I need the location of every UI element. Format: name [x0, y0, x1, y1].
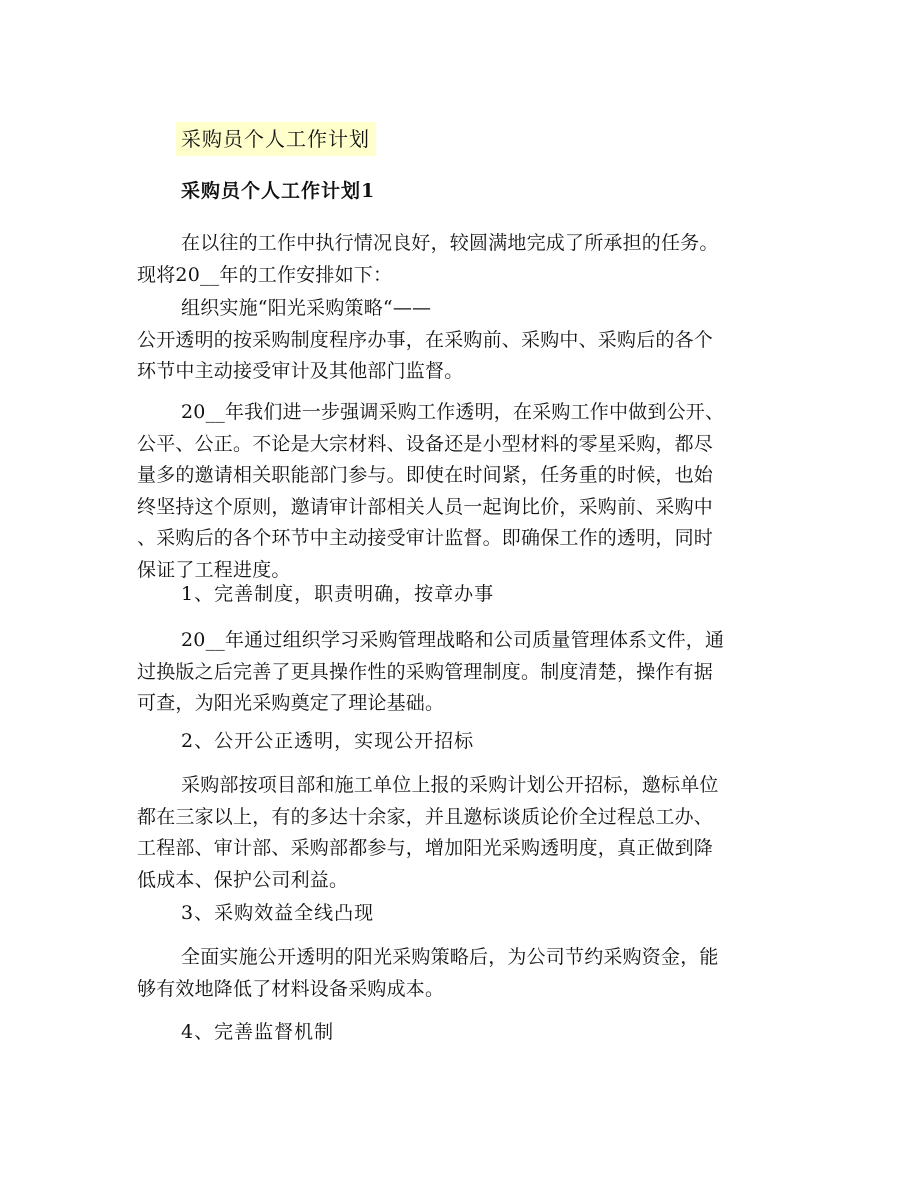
section2-line-1: 采购部按项目部和施工单位上报的采购计划公开招标，邀标单位 — [181, 774, 719, 796]
para2-line-2: 公平、公正。不论是大宗材料、设备还是小型材料的零星采购，都尽 — [137, 432, 714, 455]
section-1-paragraph — [137, 625, 777, 720]
para1-line-2: 公开透明的按采购制度程序办事，在采购前、采购中、采购后的各个 — [137, 328, 714, 351]
intro-paragraph — [137, 228, 777, 291]
section1-line-3: 可查，为阳光采购奠定了理论基础。 — [137, 692, 445, 714]
document-subtitle: 采购员个人工作计划1 — [181, 180, 376, 202]
section2-line-3: 工程部、审计部、采购部都参与，增加阳光采购透明度，真正做到降 — [137, 837, 714, 859]
para2-line-3: 量多的邀请相关职能部门参与。即使在时间紧，任务重的时候，也始 — [137, 464, 714, 486]
paragraph-transparency — [137, 397, 777, 586]
intro-line-2: 现将20__年的工作安排如下： — [137, 263, 393, 286]
section-3-heading: 3、采购效益全线凸现 — [181, 902, 375, 924]
para1-line-3: 环节中主动接受审计及其他部门监督。 — [137, 360, 464, 382]
section-3-paragraph — [137, 942, 777, 1005]
section-2-paragraph — [137, 770, 777, 896]
para2-line-4: 终坚持这个原则，邀请审计部相关人员一起询比价，采购前、采购中 — [137, 495, 714, 518]
section2-line-2: 都在三家以上，有的多达十余家，并且邀标谈质论价全过程总工办、 — [137, 805, 714, 828]
section-1-heading: 1、完善制度，职责明确，按章办事 — [181, 583, 495, 605]
intro-line-1: 在以往的工作中执行情况良好，较圆满地完成了所承担的任务。 — [181, 232, 719, 254]
para1-line-1: 组织实施“阳光采购策略“—— — [181, 297, 432, 319]
section3-line-2: 够有效地降低了材料设备采购成本。 — [137, 977, 445, 1000]
para2-line-6: 保证了工程进度。 — [137, 558, 291, 581]
section1-line-1: 20__年通过组织学习采购管理战略和公司质量管理体系文件，通 — [181, 629, 725, 651]
section3-line-1: 全面实施公开透明的阳光采购策略后，为公司节约采购资金，能 — [181, 946, 719, 968]
section1-line-2: 过换版之后完善了更具操作性的采购管理制度。制度清楚，操作有据 — [137, 660, 714, 683]
document-title: 采购员个人工作计划 — [176, 122, 376, 156]
paragraph-sunshine-procurement — [137, 293, 777, 388]
para2-line-5: 、采购后的各个环节中主动接受审计监督。即确保工作的透明，同时 — [137, 527, 714, 549]
section2-line-4: 低成本、保护公司利益。 — [137, 868, 349, 891]
section-2-heading: 2、公开公正透明，实现公开招标 — [181, 730, 475, 752]
section-4-heading: 4、完善监督机制 — [181, 1021, 335, 1043]
para2-line-1: 20__年我们进一步强调采购工作透明，在采购工作中做到公开、 — [181, 401, 725, 423]
